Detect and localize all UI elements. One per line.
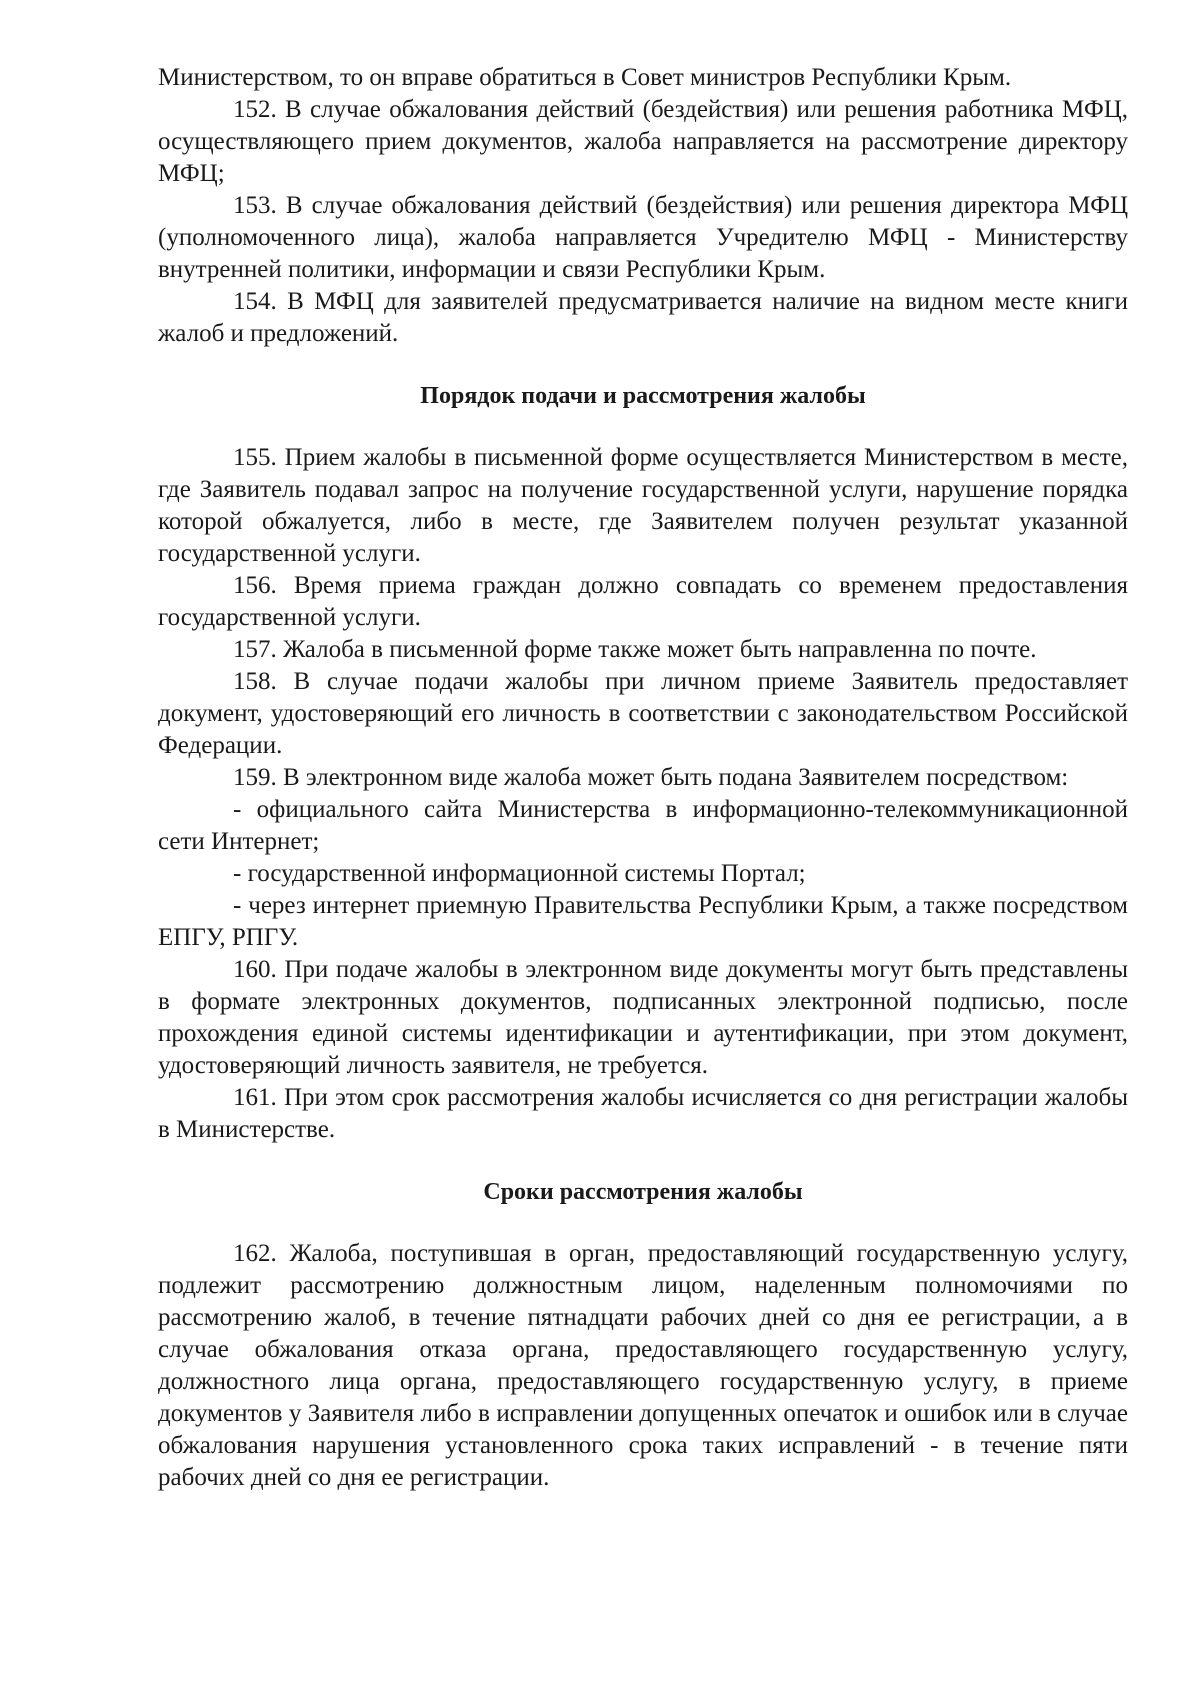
list-item-159c: - через интернет приемную Правительства Республики Крым, а также посредством ЕПГУ, РПГУ. — [158, 892, 1128, 951]
spacer — [158, 1208, 1128, 1238]
paragraph-161: 161. При этом срок рассмотрения жалобы исчисляется со дня регистрации жалобы в Министерстве. — [158, 1084, 1128, 1143]
list-item-159a: - официального сайта Министерства в информационно-телекоммуникационной сети Интернет; — [158, 796, 1128, 855]
spacer — [158, 412, 1128, 442]
paragraph-157: 157. Жалоба в письменной форме также может быть направленна по почте. — [233, 636, 1037, 663]
paragraph-158: 158. В случае подачи жалобы при личном приеме Заявитель предоставляет документ, удостоверяющий его личность в соответствии с законодательством Российской Федерации. — [158, 668, 1128, 759]
paragraph-160: 160. При подаче жалобы в электронном виде документы могут быть представлены в формате электронных документов, подписанных электронной подписью, после прохождения единой системы идентификации и аутентификации, при этом документ, удостоверяющий личность заявителя, не требуется. — [158, 956, 1128, 1079]
list-item-159b: - государственной информационной системы Портал; — [233, 860, 806, 887]
paragraph-152: 152. В случае обжалования действий (бездействия) или решения работника МФЦ, осуществляющего прием документов, жалоба направляется на рассмотрение директору МФЦ; — [158, 96, 1128, 187]
paragraph-continuation: Министерством, то он вправе обратиться в Совет министров Республики Крым. — [158, 64, 1012, 91]
paragraph-153: 153. В случае обжалования действий (бездействия) или решения директора МФЦ (уполномоченного лица), жалоба направляется Учредителю МФЦ - Министерству внутренней политики, информации и связи Республики Крым. — [158, 192, 1128, 283]
paragraph-155: 155. Прием жалобы в письменной форме осуществляется Министерством в месте, где Заявитель подавал запрос на получение государственной услуги, нарушение порядка которой обжалуется, либо в месте, где Заявителем получен результат указанной государственной услуги. — [158, 444, 1128, 567]
paragraph-156: 156. Время приема граждан должно совпадать со временем предоставления государственной услуги. — [158, 572, 1128, 631]
paragraph-159: 159. В электронном виде жалоба может быть подана Заявителем посредством: — [233, 764, 1069, 791]
section-heading-terms: Сроки рассмотрения жалобы — [483, 1179, 803, 1205]
section-heading-procedure: Порядок подачи и рассмотрения жалобы — [420, 383, 866, 409]
spacer — [158, 350, 1128, 380]
spacer — [158, 1146, 1128, 1176]
document-page — [158, 62, 1128, 1494]
paragraph-162: 162. Жалоба, поступившая в орган, предоставляющий государственную услугу, подлежит рассмотрению должностным лицом, наделенным полномочиями по рассмотрению жалоб, в течение пятнадцати рабочих дней со дня ее регистрации, а в случае обжалования отказа органа, предоставляющего государственную услугу, должностного лица органа, предоставляющего государственную услугу, в приеме документов у Заявителя либо в исправлении допущенных опечаток и ошибок или в случае обжалования нарушения установленного срока таких исправлений - в течение пяти рабочих дней со дня ее регистрации. — [158, 1240, 1128, 1491]
paragraph-154: 154. В МФЦ для заявителей предусматривается наличие на видном месте книги жалоб и предложений. — [158, 288, 1128, 347]
